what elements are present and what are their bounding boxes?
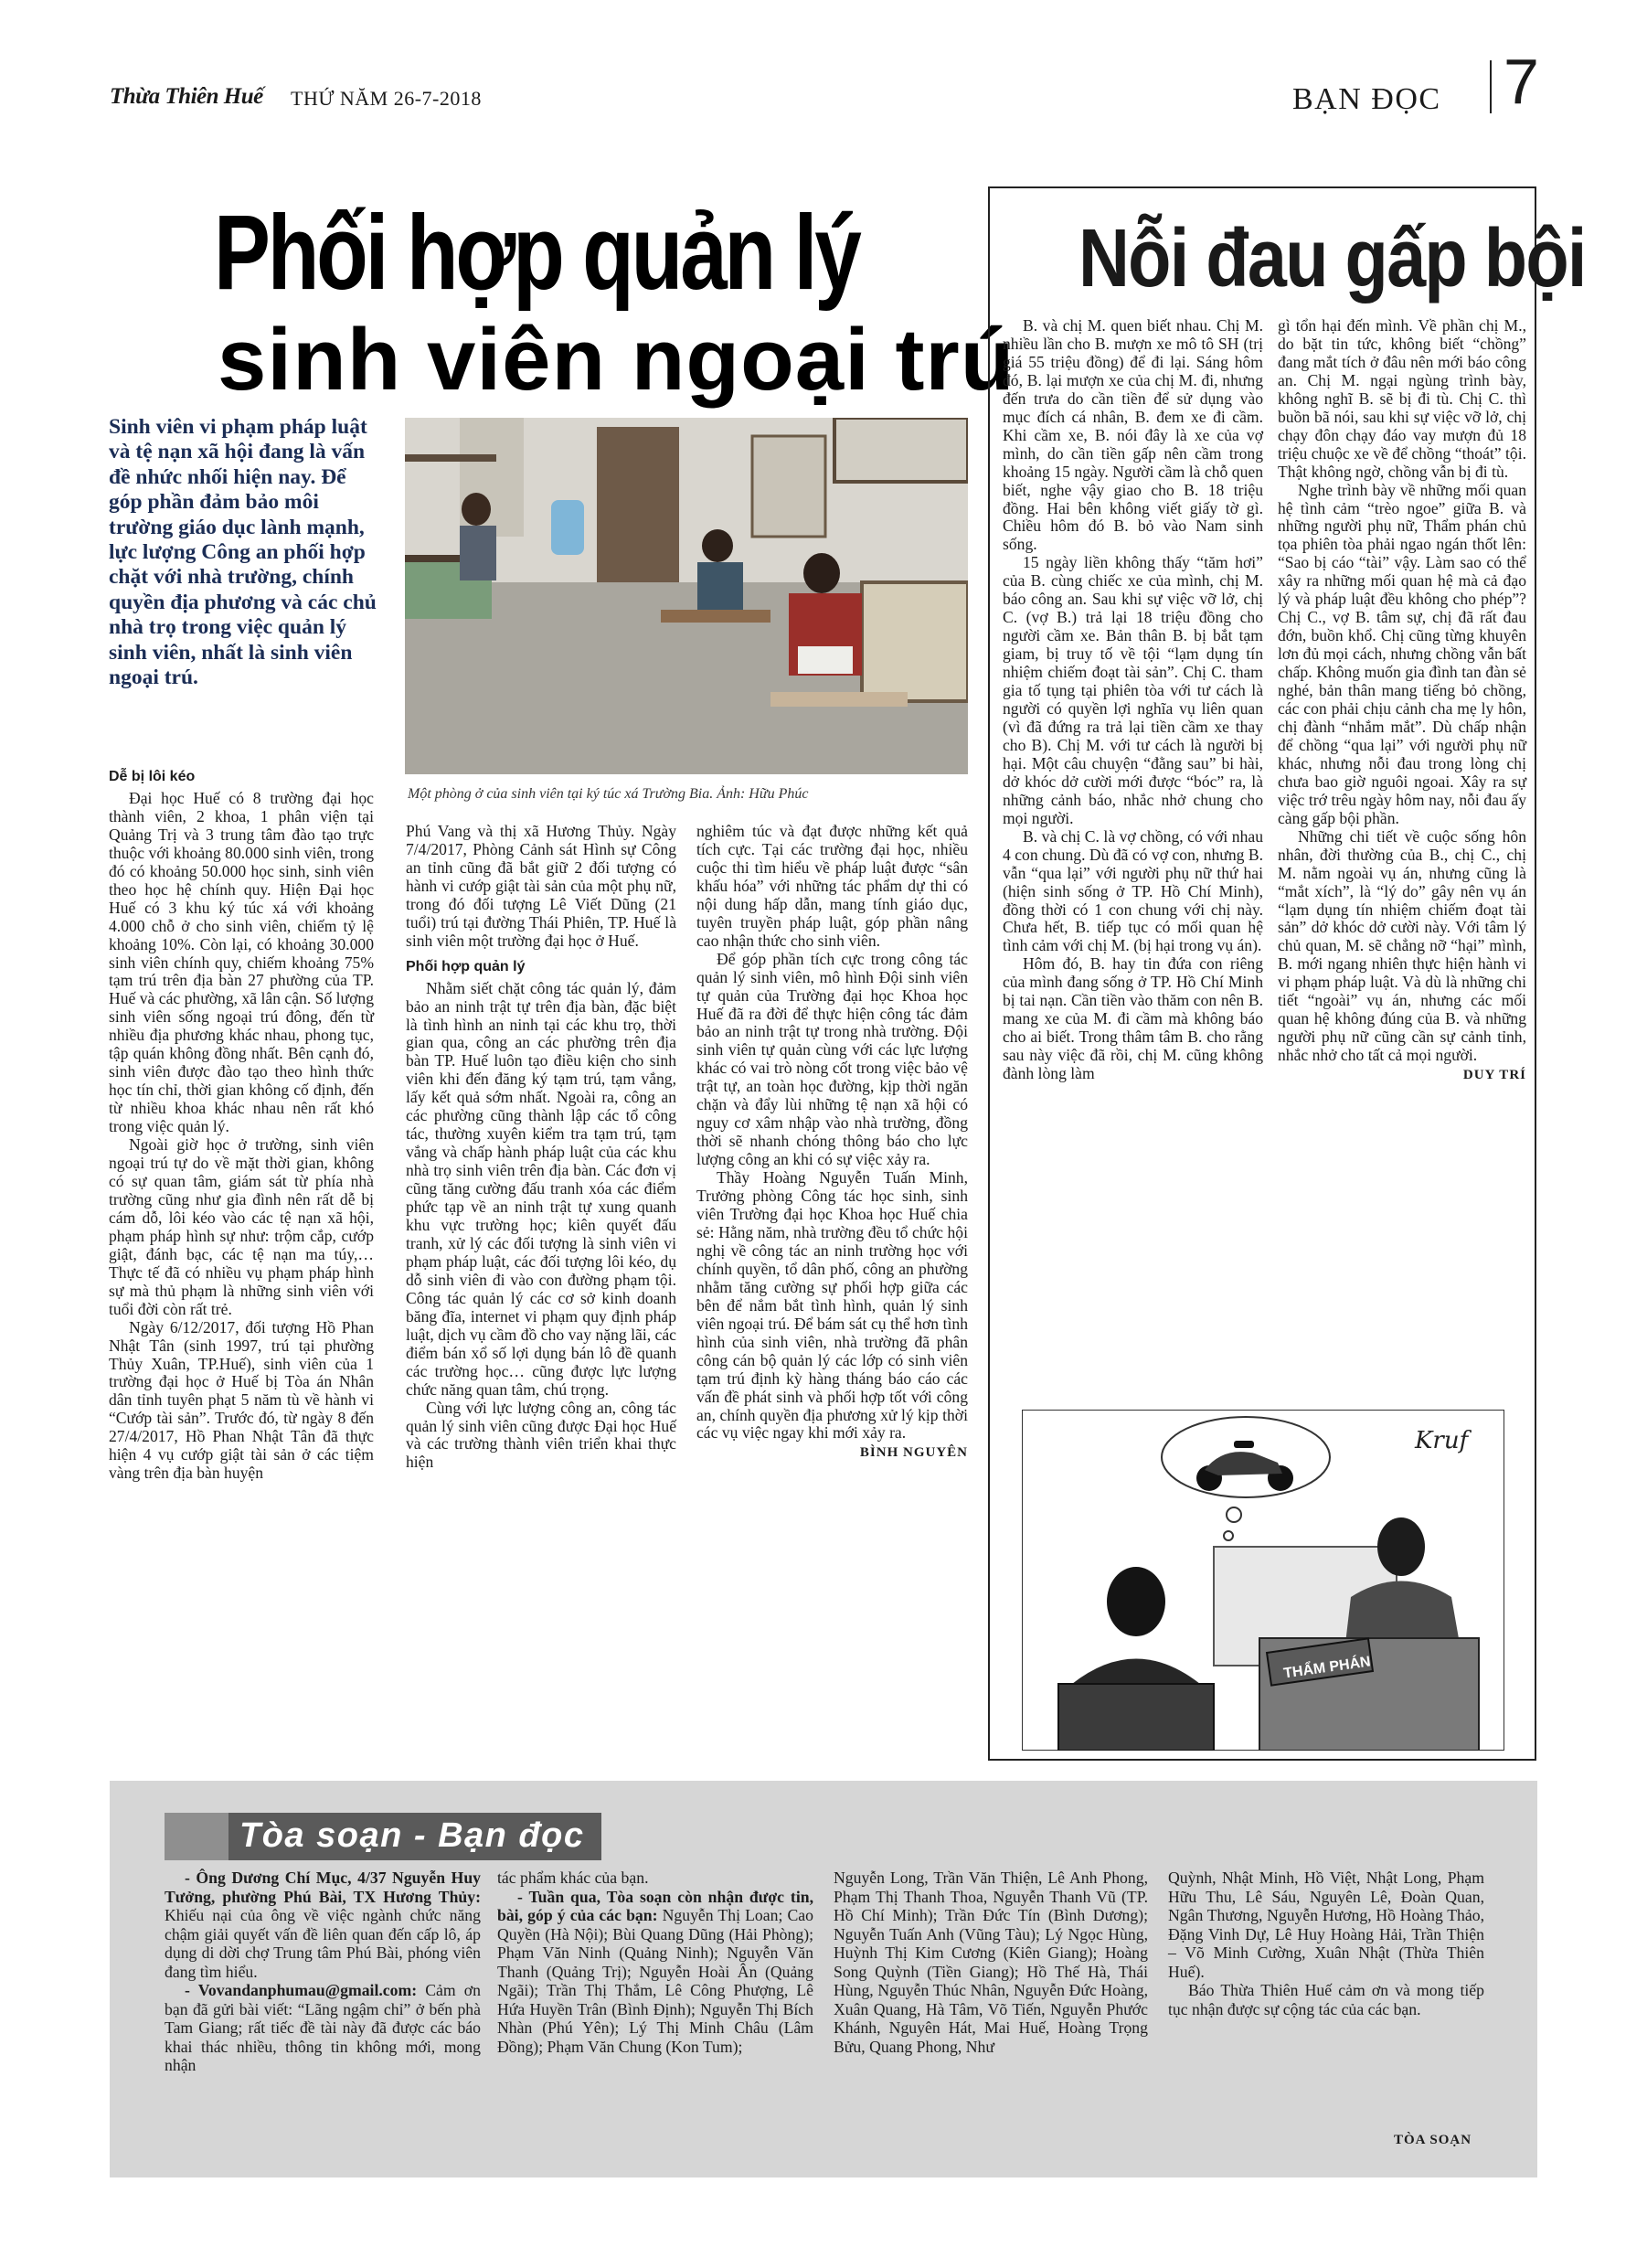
- subheading-2: Phối hợp quản lý: [406, 958, 526, 974]
- mailbox-column-1: [165, 1869, 481, 2075]
- article-photo: [405, 418, 968, 774]
- paragraph: 15 ngày liền không thấy “tăm hơi” của B. cùng chiếc xe của mình, chị M. báo công an. Sau khi sự việc vỡ lở, chị C. (vợ B.) trả lại 18 triệu đồng cho người cầm xe. Bản thân B. bị bắt tạm giam, bị truy tố về tội “lạm dụng tín nhiệm chiếm đoạt tài sản”. Chị C. tham gia tố tụng tại phiên tòa với tư cách là người có quyền lợi nghĩa vụ liên quan (vì đã đứng ra trả lại tiền cầm xe thay cho B). Chị M. với tư cách là người bị hại. Một câu chuyện “đằng sau” bi hài, dở khóc dở cười mới được “bóc” ra, là những cảnh báo, nhắc nhở chung cho mọi người.: [1003, 553, 1263, 827]
- paragraph: Ngày 6/12/2017, đối tượng Hồ Phan Nhật Tân (sinh 1997, trú tại phường Thủy Xuân, TP.Huế), sinh viên của 1 trường đại học ở Huế bị Tòa án Nhân dân tỉnh tuyên phạt 5 năm tù về hành vi “Cướp tài sản”. Trước đó, từ ngày 8 đến 27/4/2017, Hồ Phan Nhật Tân đã thực hiện 4 vụ cướp giật tài sản ở các tiệm vàng trên địa bàn huyện: [109, 1317, 374, 1483]
- paragraph: B. và chị M. quen biết nhau. Chị M. nhiều lần cho B. mượn xe mô tô SH (trị giá 55 triệu đồng) để đi lại. Sáng hôm đó, B. lại mượn xe của chị M. đi, nhưng đến trưa do cần tiền để sử dụng vào mục đích cá nhân, B. đem xe đi cầm. Khi cầm xe, B. nói đây là xe của vợ mình, do cần tiền gấp nên cầm trong khoảng 15 ngày. Người cầm là chỗ quen biết, nghe vậy giao cho B. 18 triệu đồng. Hai bên không viết giấy tờ gì. Chiều hôm đó B. bỏ vào Nam sinh sống.: [1003, 316, 1263, 554]
- cartoon-signature: Kruf: [1415, 1427, 1469, 1454]
- paragraph: Nghe trình bày về những mối quan hệ tình cảm “trèo ngoe” giữa B. và những người phụ nữ, Thẩm phán chủ tọa phiên tòa phải ngao ngán thốt lên: “Sao bị cáo “tài” vậy. Làm sao có thể xây ra những mối quan hệ mà cả đạo lý và pháp luật đều không cho phép”? Chị C., vợ B. tâm sự, chị đã rất đau đớn, buồn khổ. Chị cũng từng khuyên lơn đủ mọi cách, nhưng chồng vẫn bất chấp. Không muốn gia đình tan đàn sẻ nghé, bản thân mang tiếng bỏ chồng, các con phải chịu cảnh cha mẹ ly hôn, chị đành “nhắm mắt”. Dù chấp nhận để chồng “qua lại” với người phụ nữ khác, nhưng nỗi đau trong lòng chị chưa bao giờ nguôi ngoai. Xây ra sự việc trớ trêu ngày hôm nay, nỗi đau ấy càng gấp bội phần.: [1278, 480, 1526, 827]
- article-lead: Sinh viên vi phạm pháp luật và tệ nạn xã hội đang là vấn đề nhức nhối hiện nay. Để góp phần đảm bảo môi trường giáo dục lành mạnh, lực lượng Công an phối hợp chặt với nhà trường, chính quyền địa phương và các chủ nhà trọ trong việc quản lý sinh viên, nhất là sinh viên ngoại trú.: [109, 415, 377, 690]
- paragraph: Nhằm siết chặt công tác quản lý, đảm bảo an ninh trật tự trên địa bàn, đặc biệt là tình hình an ninh tại các khu trọ, thời gian qua, công an các phường trên địa bàn TP. Huế luôn tạo điều kiện cho sinh viên khi đến đăng ký tạm trú, tạm vắng, lấy kết quả sớm nhất. Ngoài ra, công an các phường cũng thành lập các tổ công tác, thường xuyên kiểm tra tạm trú, tạm vắng và chấp hành pháp luật của các khu nhà trọ sinh viên trên địa bàn. Các đơn vị cũng tăng cường đấu tranh xóa các điểm phức tạp về an ninh trật tự xung quanh khu vực trường học; kiên quyết đấu tranh, xử lý các đối tượng là sinh viên vi phạm pháp luật, các đối tượng lôi kéo, dụ dỗ sinh viên đi vào con đường phạm tội. Công tác quản lý các cơ sở kinh doanh băng đĩa, internet vi phạm quy định pháp luật, dịch vụ cầm đồ cho vay nặng lãi, các điểm bán xổ số lợi dụng bán lô đề quanh các trường học… cũng được lực lượng chức năng quan tâm, chú trọng.: [406, 978, 676, 1399]
- mailbox-title: Tòa soạn - Bạn đọc: [239, 1816, 585, 1855]
- cartoon-illustration: [1022, 1410, 1504, 1751]
- mailbox-item-heading: - Vovandanphumau@gmail.com:: [185, 1981, 418, 1999]
- article-title-line2: sinh viên ngoại trú: [218, 311, 1015, 409]
- side-story-column-1: [1003, 317, 1263, 1083]
- article-title-line1: Phối hợp quản lý: [214, 193, 859, 312]
- mailbox-title-accent: [165, 1813, 228, 1860]
- mailbox-item-text: Cảm ơn bạn đã gửi bài viết: “Lãng ngậm chỉ” ở bến phà Tam Giang; rất tiếc đề tài này đã được các báo khai thác nhiều, thông tin không mới, mong nhận: [165, 1981, 481, 2074]
- mailbox-column-3: [834, 1869, 1148, 2056]
- side-story-column-2: [1278, 317, 1526, 1085]
- paragraph: B. và chị C. là vợ chồng, có với nhau 4 con chung. Dù đã có vợ con, nhưng B. vẫn “qua lại” với người phụ nữ thứ hai (hiện sinh sống ở TP. Hồ Chí Minh), đồng thời có 1 con chung với chị này. Chưa hết, B. tiếp tục có mối quan hệ tình cảm với chị M. (bị hại trong vụ án).: [1003, 826, 1263, 955]
- paragraph: nghiêm túc và đạt được những kết quả tích cực. Tại các trường đại học, nhiều cuộc thi tìm hiểu về pháp luật được “sân khấu hóa” với những tác phẩm dự thi có nội dung hấp dẫn, mang tính giáo dục, tuyên truyền pháp luật, góp phần nâng cao nhận thức cho sinh viên.: [696, 822, 968, 950]
- mailbox-item-text: Khiếu nại của ông về việc ngành chức năng chậm giải quyết vấn đề liên quan đến cấp lô, áp dụng di dời chợ Trung tâm Phú Bài, phóng viên đang tìm hiểu.: [165, 1906, 481, 1981]
- section-name: BẠN ĐỌC: [1292, 82, 1441, 116]
- issue-date: THỨ NĂM 26-7-2018: [291, 87, 482, 110]
- page-number: 7: [1504, 46, 1539, 117]
- article-column-3: [696, 823, 968, 1463]
- article-byline: BÌNH NGUYÊN: [859, 1445, 968, 1461]
- mailbox-thanks: Báo Thừa Thiên Huế cảm ơn và mong tiếp tục nhận được sự cộng tác của các bạn.: [1168, 1981, 1484, 2018]
- paragraph: Phú Vang và thị xã Hương Thủy. Ngày 7/4/2017, Phòng Cảnh sát Hình sự Công an tỉnh cũng đã bắt giữ 2 đối tượng có hành vi cướp giật tài sản của một phụ nữ, trong đó đối tượng Lê Viết Dũng (21 tuổi) trú tại đường Thái Phiên, TP. Huế là sinh viên một trường đại học ở Huế.: [406, 822, 676, 950]
- mailbox-item-text: Nguyễn Thị Loan; Cao Quyền (Hà Nội); Bùi Quang Dũng (Hải Phòng); Phạm Văn Ninh (Quảng Ninh); Nguyễn Văn Thanh (Quảng Trị); Nguyễn Hoài Ân (Quảng Ngãi); Trần Thị Thắm, Lê Công Phượng, Lê Hứa Huyền Trân (Bình Định); Nguyễn Thị Bích Nhàn (Phú Yên); Lý Thị Minh Châu (Lâm Đồng); Phạm Văn Chung (Kon Tum);: [497, 1906, 813, 2056]
- newspaper-name: Thừa Thiên Huế: [110, 84, 263, 109]
- subheading-1: Dễ bị lôi kéo: [109, 769, 196, 784]
- mailbox-column-2: [497, 1869, 813, 2056]
- mailbox-item-text: tác phẩm khác của bạn.: [497, 1869, 649, 1887]
- paragraph: Những chi tiết về cuộc sống hôn nhân, đời thường của B., chị C., chị M. nằm ngoài vụ án, nhưng cũng là “mắt xích”, là “lý do” gây nên vụ án “lạm dụng tín nhiệm chiếm đoạt tài sản” dở khóc dở cười này. Với tâm lý chủ quan, M. sẽ chẳng nỡ “hại” mình, B. mới ngang nhiên thực hiện hành vi vi phạm pháp luật. Và dù là những chi tiết “ngoài” vụ án, nhưng các mối quan hệ không đúng của B. và những người phụ nữ cũng cần sự cảnh tỉnh, nhắc nhở cho tất cả mọi người.: [1278, 826, 1526, 1065]
- mailbox-item-heading: - Ông Dương Chí Mục, 4/37 Nguyễn Huy Tưởng, phường Phú Bài, TX Hương Thủy:: [165, 1869, 481, 1906]
- mailbox-item-text: Nguyễn Long, Trần Văn Thiện, Lê Anh Phong, Phạm Thị Thanh Thoa, Nguyễn Thanh Vũ (TP. Hồ Chí Minh); Trần Đức Tín (Bình Dương); Nguyễn Tuấn Anh (Vũng Tàu); Lý Ngọc Hùng, Huỳnh Thị Kim Cương (Kiên Giang); Hoàng Song Quỳnh (Tiền Giang); Hồ Thế Hà, Thái Hùng, Nguyễn Thúc Nhân, Nguyễn Đức Hoàng, Xuân Quang, Hà Tâm, Võ Tiến, Nguyễn Phước Khánh, Nguyên Hát, Mai Huế, Hoàng Trọng Bửu, Quang Phong, Như: [834, 1869, 1148, 2056]
- paragraph: Thầy Hoàng Nguyễn Tuấn Minh, Trưởng phòng Công tác học sinh, sinh viên Trường đại học Khoa học Huế chia sẻ: Hằng năm, nhà trường đều tổ chức hội nghị về công tác an ninh trường học với chính quyền, tổ dân phố, công an phường nhằm tăng cường sự phối hợp giữa các bên để nắm bắt tình hình, quản lý sinh viên ngoại trú. Để bám sát cụ thể hơn tình hình của sinh viên, nhà trường đã phân công cán bộ quản lý các lớp có sinh viên tạm trú định kỳ hàng tháng báo cáo các vấn đề phát sinh và phối hợp tốt với công an, chính quyền địa phương xử lý kịp thời các vụ việc ngay khi mới xảy ra.: [696, 1168, 968, 1443]
- header-divider: [1490, 60, 1492, 113]
- side-story-title: Nỗi đau gấp bội: [1079, 213, 1586, 304]
- paragraph: Cùng với lực lượng công an, công tác quản lý sinh viên cũng được Đại học Huế và các trường thành viên triển khai thực hiện: [406, 1398, 676, 1472]
- judge-nameplate: THẨM PHÁN: [1282, 1654, 1372, 1682]
- paragraph: Để góp phần tích cực trong công tác quản lý sinh viên, mô hình Đội sinh viên tự quản của Trường đại học Khoa học Huế đã ra đời để thực hiện công tác đảm bảo an ninh trật tự trong nhà trường. Đội sinh viên tự quản cùng với các lực lượng khác có vai trò nòng cốt trong việc bảo vệ trật tự, an toàn học đường, kịp thời ngăn chặn và đẩy lùi những tệ nạn xã hội có nguy cơ xâm nhập vào nhà trường, đồng thời sẽ nhanh chóng thông báo cho lực lượng công an khi có sự việc xảy ra.: [696, 949, 968, 1169]
- courtroom-cartoon: [1022, 1410, 1504, 1751]
- mailbox-column-4: [1168, 1869, 1484, 2018]
- paragraph: Ngoài giờ học ở trường, sinh viên ngoại trú tự do về mặt thời gian, không có sự quan tâm, giám sát từ phía nhà trường cũng như gia đình nên rất dễ bị cám dỗ, lôi kéo vào các tệ nạn xã hội, phạm pháp hình sự như: trộm cắp, cướp giật, đánh bạc, các tệ nạn ma túy,… Thực tế đã có nhiều vụ phạm pháp hình sự mà thủ phạm là những sinh viên với tuổi đời còn rất trẻ.: [109, 1135, 374, 1318]
- article-column-2: [406, 823, 676, 1472]
- side-story-byline: DUY TRÍ: [1462, 1068, 1526, 1083]
- mailbox-item-text: Quỳnh, Nhật Minh, Hồ Việt, Nhật Long, Phạm Hữu Thu, Lê Sáu, Nguyên Lê, Đoàn Quan, Ngân Thương, Nguyễn Hương, Hồ Hoàng Thảo, Đặng Vinh Dự, Lê Huy Hoàng Hải, Trần Thiện – Võ Minh Cường, Xuân Nhật (Thừa Thiên Huế).: [1168, 1869, 1484, 1981]
- paragraph: Đại học Huế có 8 trường đại học thành viên, 2 khoa, 1 phân viện tại Quảng Trị và 3 trung tâm đào tạo trực thuộc với khoảng 80.000 sinh viên, trong đó có khoảng 50.000 học sinh, sinh viên theo học hệ chính quy. Hiện Đại học Huế có 3 khu ký túc xá với khoảng 4.000 chỗ ở cho sinh viên, chiếm tỷ lệ khoảng 10%. Còn lại, có khoảng 30.000 sinh viên chính quy, chiếm khoảng 75% tạm trú trên địa bàn 27 phường của TP. Huế và các phường, xã lân cận. Số lượng sinh viên sống ngoại trú đông, đến từ nhiều địa phương khác nhau, phong tục, tập quán không đồng nhất. Bên cạnh đó, sinh viên được đào tạo theo hình thức học tín chỉ, thời gian không cố định, đến từ nhiều khoa khác nhau nên rất khó trong việc quản lý.: [109, 788, 374, 1136]
- mailbox-signature: TÒA SOẠN: [1394, 2133, 1472, 2147]
- paragraph: Hôm đó, B. hay tin đứa con riêng của mình đang sống ở TP. Hồ Chí Minh bị tai nạn. Cần tiền vào thăm con nên B. mang xe của M. đi cầm mà không báo cho ai biết. Trong thâm tâm B. cho rằng sau này việc đã rồi, chị M. cũng không đành lòng làm: [1003, 954, 1263, 1083]
- photo-caption: Một phòng ở của sinh viên tại ký túc xá Trường Bia. Ảnh: Hữu Phúc: [408, 786, 809, 802]
- paragraph: gì tổn hại đến mình. Về phần chị M., do bặt tin tức, không biết “chồng” đang mắt tích ở đâu nên mới báo công an. Chị M. ngại ngùng trình bày, không nghĩ B. sẽ bị đi tù. Chị C. thì buồn bã nói, sau khi sự việc vỡ lở, chị chạy đôn chạy đáo vay mượn đủ 18 triệu chuộc xe về để chồng “thoát” tội. Thật không ngờ, chồng vẫn bị đi tù.: [1278, 316, 1526, 481]
- dorm-room-illustration: [405, 418, 968, 774]
- mailbox-item-heading: - Tuần qua, Tòa soạn còn nhận được tin, bài, góp ý của các bạn:: [497, 1887, 813, 1924]
- article-column-1: [109, 761, 374, 1483]
